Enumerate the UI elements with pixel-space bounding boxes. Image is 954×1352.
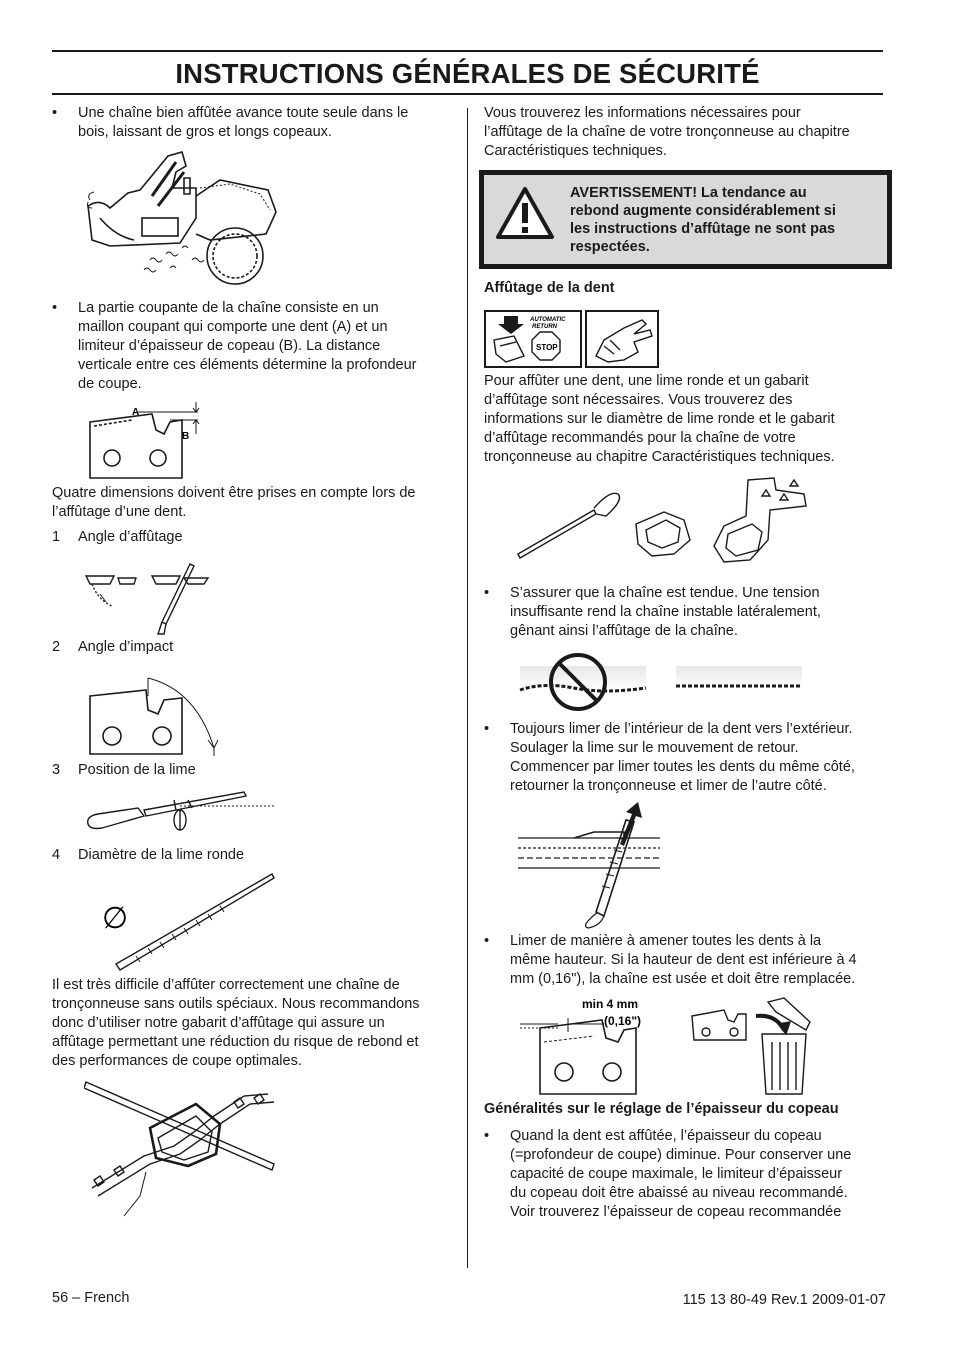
text-line: maillon coupant qui comporte une dent (A) et un [78,319,388,335]
text-line: respectées. [570,239,650,255]
text-line: Pour affûter une dent, une lime ronde et un gabarit [484,373,809,389]
warning-box [479,170,892,269]
diameter-symbol: ∅ [102,901,129,936]
text-line: d’affûtage sont nécessaires. Vous trouverez des [484,392,793,408]
heading-tooth-sharpening: Affûtage de la dent [484,280,615,296]
text-line: AVERTISSEMENT! La tendance au [570,185,807,201]
text-line: rebond augmente considérablement si [570,203,836,219]
text-line: de coupe. [78,376,142,392]
minimum-tooth-height-figure [514,994,814,1096]
paragraph-round-file [484,372,889,467]
label-a: A [132,407,140,418]
min-height-label-inch: (0,16") [604,1014,642,1028]
text-line: du copeau doit être abaissé au niveau recommandé. [510,1185,848,1201]
return-label: RETURN [532,324,557,330]
text-line: retourner la tronçonneuse et limer de l’autre côté. [510,778,827,794]
text-line: S’assurer que la chaîne est tendue. Une tension [510,585,820,601]
label-b: B [182,431,190,442]
paragraph-four-dimensions [52,484,457,522]
text-line: limiteur d’épaisseur de copeau (B). La distance [78,338,381,354]
heading-depth-gauge: Généralités sur le réglage de l’épaisseur du copeau [484,1101,839,1117]
filing-direction-figure [514,800,664,930]
file-position-figure [84,786,274,836]
page-title: INSTRUCTIONS GÉNÉRALES DE SÉCURITÉ [175,58,760,89]
text-line: l’affûtage d’une dent. [52,504,187,520]
text-line: Toujours limer de l’intérieur de la dent vers l’extérieur. [510,721,853,737]
automatic-label: AUTOMATIC [530,317,566,323]
bullet-dot: • [52,105,58,121]
top-rule [52,50,883,52]
item-number: 1 [52,529,61,545]
impact-angle-figure [84,670,224,758]
text-line: l’affûtage de la chaîne de votre tronçonneuse au chapitre [484,124,850,140]
bullet-dot: • [484,1128,490,1144]
text-line: Limer de manière à amener toutes les dents à la [510,933,822,949]
item-number: 2 [52,639,61,655]
text-line: même hauteur. Si la hauteur de dent est inférieure à 4 [510,952,857,968]
sharpening-gauge-figure [84,1076,284,1222]
item-number: 3 [52,762,61,778]
chainsaw-cutting-illustration [80,148,280,288]
warning-box-inner [484,175,887,264]
item-label: Position de la lime [78,762,196,778]
text-line: Vous trouverez les informations nécessaires pour [484,105,801,121]
text-line: Une chaîne bien affûtée avance toute seule dans le [78,105,409,121]
text-line: verticale entre ces éléments détermine la profondeur [78,357,417,373]
text-line: affûtage permettant une réduction du risque de rebond et [52,1034,419,1050]
text-line: insuffisante rend la chaîne instable latéralement, [510,604,821,620]
text-line: Quatre dimensions doivent être prises en compte lors de [52,485,416,501]
bullet-dot: • [52,300,58,316]
page-number: 56 – French [52,1290,130,1306]
paragraph-special-tools [52,976,462,1071]
column-divider [467,108,468,1268]
text-line: tronçonneuse sans outils spéciaux. Nous recommandons [52,996,420,1012]
file-and-gauges-figure [514,476,814,568]
text-line: La partie coupante de la chaîne consiste en un [78,300,379,316]
bullet-dot: • [484,585,490,601]
up-arrow-icon [620,802,642,846]
text-line: Quand la dent est affûtée, l’épaisseur du copeau [510,1128,822,1144]
text-line: des performances de coupe optimales. [52,1053,302,1069]
warning-text [570,184,880,256]
round-file-diameter-figure [96,872,276,972]
document-revision: 115 13 80-49 Rev.1 2009-01-07 [682,1292,886,1308]
warning-triangle-icon [494,185,556,241]
text-line: informations sur le diamètre de lime ronde et le gabarit [484,411,835,427]
item-label: Angle d’affûtage [78,529,183,545]
text-line: Soulager la lime sur le mouvement de retour. [510,740,799,756]
item-number: 4 [52,847,61,863]
text-line: capacité de coupe maximale, le limiteur d’épaisseur [510,1166,843,1182]
text-line: tronçonneuse au chapitre Caractéristiques techniques. [484,449,835,465]
chain-tension-figure [514,648,806,714]
item-label: Angle d’impact [78,639,174,655]
text-line: gênant ainsi l’affûtage de la chaîne. [510,623,738,639]
item-label: Diamètre de la lime ronde [78,847,245,863]
title-underline [52,93,883,95]
text-line: les instructions d’affûtage ne sont pas [570,221,836,237]
safety-icons-row [484,310,660,370]
paragraph-info [484,104,889,161]
stop-label: STOP [536,343,558,352]
sharpening-angle-figure [84,562,214,636]
text-line: Voir trouverez l’épaisseur de copeau recommandée [510,1204,842,1220]
text-line: d’affûtage recommandés pour la chaîne de votre [484,430,796,446]
text-line: donc d’utiliser notre gabarit d’affûtage qui assure un [52,1015,385,1031]
bullet-dot: • [484,721,490,737]
text-line: (=profondeur de coupe) diminue. Pour conserver une [510,1147,852,1163]
text-line: Commencer par limer toutes les dents du même côté, [510,759,855,775]
text-line: Caractéristiques techniques. [484,143,667,159]
text-line: bois, laissant de gros et longs copeaux. [78,124,332,140]
min-height-label: min 4 mm [582,997,639,1011]
bullet-dot: • [484,933,490,949]
text-line: Il est très difficile d’affûter correctement une chaîne de [52,977,400,993]
text-line: mm (0,16"), la chaîne est usée et doit être remplacée. [510,971,856,987]
cutter-link-diagram [82,400,222,484]
